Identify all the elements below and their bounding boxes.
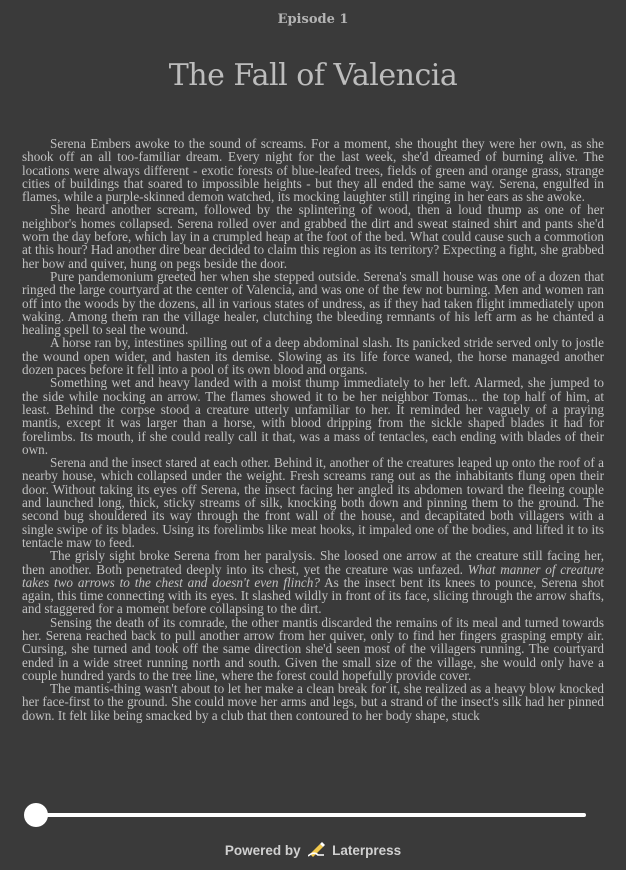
story-paragraph: Serena and the insect stared at each other. Behind it, another of the creatures leaped up onto the roof of a nearby house, which collapsed under the weight. Fresh screams rang out as the inhabitants flung open their door. Without taking its eyes off Serena, the insect facing her angled its abdomen toward the fleeing couple and launched long, thick, sticky streams of silk, knocking both down and pinning them to the ground. The second bug shouldered its way through the front wall of the house, and decapitated both villagers with a single swipe of its blades. Using its forelimbs like meat hooks, it impaled one of the bodies, and lifted it to its tentacle maw to feed. <box>22 455 604 550</box>
italic-thought: What manner of creature takes two arrows to the chest and doesn't even flinch? <box>22 561 604 590</box>
story-paragraph: Sensing the death of its comrade, the other mantis discarded the remains of its meal and turned towards her. Serena reached back to pull another arrow from her quiver, only to find her fingers grasping empty air. Cursing, she turned and took off the same direction she'd seen most of the villagers running. The courtyard ended in a wide street running north and south. Given the small size of the village, she would only have a couple hundred yards to the tree line, where the forest could hopefully provide cover. <box>22 614 604 683</box>
episode-label: Episode 1 <box>277 12 349 27</box>
powered-by-label: Powered by <box>224 843 301 858</box>
paragraph-text: As the insect bent its knees to pounce, Serena shot again, this time connecting with its eyes. It slashed wildly in front of its face, slicing through the arrow shafts, and staggered for a moment before collapsing to the dirt. <box>22 574 604 617</box>
story-paragraph <box>22 549 604 615</box>
brand-name: Laterpress <box>332 843 402 858</box>
slider-track[interactable] <box>32 813 586 817</box>
story-paragraph: Pure pandemonium greeted her when she stepped outside. Serena's small house was one of a dozen that ringed the large courtyard at the center of Valencia, and was one of the few not burning. Men and women ran off into the woods by the dozens, all in various states of undress, as if they had taken flight immediately upon waking. Among them ran the village healer, clutching the bleeding remnants of his left arm as he chanted a healing spell to seal the wound. <box>22 268 604 338</box>
story-paragraph: Serena Embers awoke to the sound of screams. For a moment, she thought they were her own, as she shook off an all too-familiar dream. Every night for the last week, she'd dreamed of burning alive. The locations were always different - exotic forests of blue-leafed trees, fields of green and orange grass, strange cities of buildings that soared to impossible heights - but they all ended the same way. Serena, engulfed in flames, while a purple-skinned demon watched, its mocking laughter still ringing in her ears as she awoke. <box>22 137 604 205</box>
chapter-title: The Fall of Valencia <box>168 58 458 93</box>
reading-progress-slider[interactable] <box>24 802 586 828</box>
story-paragraph: The mantis-thing wasn't about to let her make a clean break for it, she realized as a heavy blow knocked her face-first to the ground. She could move her arms and legs, but a strand of the insect's silk had her pinned down. It felt like being smacked by a club that then contoured to her body shape, stuck <box>22 681 604 723</box>
story-paragraph: A horse ran by, intestines spilling out of a deep abdominal slash. Its panicked stride served only to jostle the wound open wider, and hasten its demise. Slowing as its life force waned, the horse managed another dozen paces before it fell into a pool of its own blood and organs. <box>22 335 604 378</box>
story-text <box>22 137 604 783</box>
story-paragraph: She heard another scream, followed by the splintering of wood, then a loud thump as one of her neighbor's homes collapsed. Serena rolled over and grabbed the dirt and sweat stained shirt and pants she'd worn the day before, which lay in a crumpled heap at the foot of the bed. What could cause such a commotion at this hour? Had another dire bear decided to claim this region as its territory? Expecting a fight, she grabbed her bow and quiver, hung on pegs beside the door. <box>22 202 604 271</box>
slider-thumb[interactable] <box>24 803 48 827</box>
pen-hand-icon <box>308 842 326 860</box>
powered-by-footer[interactable] <box>0 842 626 860</box>
paragraph-text: The grisly sight broke Serena from her paralysis. She loosed one arrow at the creature still facing her, then another. Both penetrated deeply into its chest, yet the creature was unfazed. <box>22 548 604 577</box>
story-paragraph: Something wet and heavy landed with a moist thump immediately to her left. Alarmed, she jumped to the side while nocking an arrow. The flames showed it to be her neighbor Tomas... the top half of him, at least. Behind the corpse stood a creature utterly unfamiliar to her. It reminded her vaguely of a praying mantis, except it was larger than a horse, with blood dripping from the sickle shaped blades it had for forelimbs. Its mouth, if she could really call it that, was a mass of tentacles, each ending with blades of their own. <box>22 375 604 457</box>
